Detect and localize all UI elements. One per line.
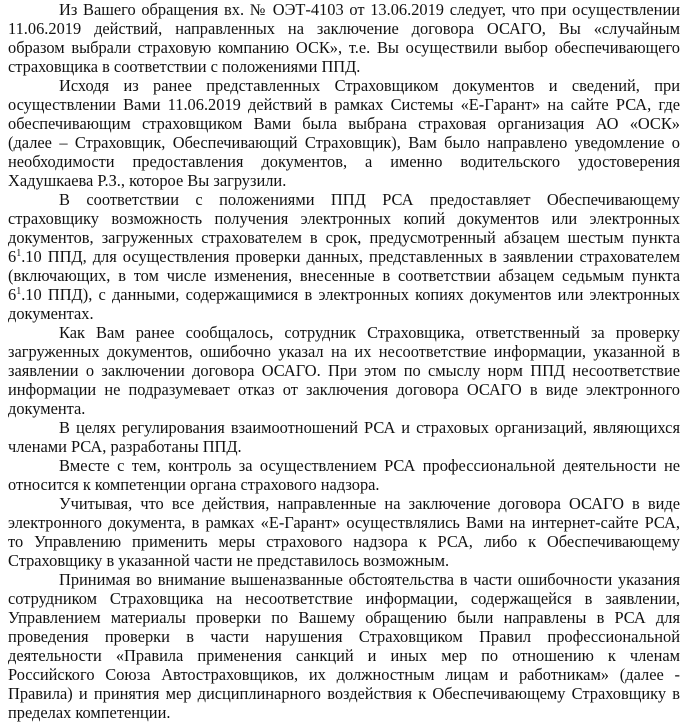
clause-number: 6 xyxy=(8,247,17,266)
text-fragment: .10 ППД, для осуществления проверки данных, представленных в заявлении страхователем xyxy=(21,247,680,266)
text-line: относится к компетенции органа страхового надзора. xyxy=(8,475,380,494)
text-line: заявлении о заключении договора ОСАГО. При этом по смыслу норм ППД несоответствие xyxy=(8,361,680,380)
text-line: пределах компетенции. xyxy=(8,703,171,722)
text-line: документов, загруженных страхователем в срок, предусмотренный абзацем шестым пункта xyxy=(8,228,680,247)
clause-superscript: 1 xyxy=(16,248,22,259)
text-line: (далее – Страховщик, Обеспечивающий Страховщик), Вам было направлено уведомление о xyxy=(8,133,680,152)
text-line: образом выбрали страховую компанию ОСК», т.е. Вы осуществили выбор обеспечивающего xyxy=(8,38,680,57)
text-line: Управлением материалы проверки по Вашему обращению были направлены в РСА для xyxy=(8,608,680,627)
text-line: Правила) и принятия мер дисциплинарного воздействия к Обеспечивающему Страховщику в xyxy=(8,684,680,703)
text-line: электронного документа, в рамках «Е-Гарант» осуществлялись Вами на интернет-сайте РСА, xyxy=(8,513,680,532)
text-line: документах. xyxy=(8,304,94,323)
text-line: Российского Союза Автостраховщиков, их должностным лицам и работникам» (далее - xyxy=(8,665,680,684)
text-line: обеспечивающим страховщиком Вами была выбрана страховая организация АО «ОСК» xyxy=(8,114,680,133)
text-line: осуществлении Вами 11.06.2019 действий в рамках Системы «Е-Гарант» на сайте РСА, где xyxy=(8,95,680,114)
text-line: деятельности «Правила применения санкций и иных мер по отношению к членам xyxy=(8,646,680,665)
text-line: документа. xyxy=(8,399,86,418)
text-line: страховщику возможность получения электронных копий документов или электронных xyxy=(8,209,680,228)
text-line xyxy=(8,247,680,267)
text-line: Страховщику в указанной части не представилось возможным. xyxy=(8,551,450,570)
text-line: страховщика в соответствии с положениями ППД. xyxy=(8,57,361,76)
text-line: Из Вашего обращения вх. № ОЭТ-4103 от 13.06.2019 следует, что при осуществлении xyxy=(59,0,680,19)
text-line: Вместе с тем, контроль за осуществлением РСА профессиональной деятельности не xyxy=(59,456,680,475)
clause-superscript: 1 xyxy=(16,286,22,297)
text-line: сотрудником Страховщика на несоответствие информации, содержащейся в заявлении, xyxy=(8,589,680,608)
text-fragment: .10 ППД), с данными, содержащимися в электронных копиях документов или электронных xyxy=(21,285,680,304)
text-line: В целях регулирования взаимоотношений РСА и страховых организаций, являющихся xyxy=(59,418,680,437)
text-line: проведения проверки в части нарушения Страховщиком Правил профессиональной xyxy=(8,627,680,646)
text-line: необходимости предоставления документов, а именно водительского удостоверения xyxy=(8,152,680,171)
text-line: Исходя из ранее представленных Страховщиком документов и сведений, при xyxy=(59,76,680,95)
text-line: Хадушкаева Р.З., которое Вы загрузили. xyxy=(8,171,287,190)
text-line: 11.06.2019 действий, направленных на заключение договора ОСАГО, Вы «случайным xyxy=(8,19,680,38)
text-line: членами РСА, разработаны ППД. xyxy=(8,437,242,456)
text-line: (включающих, в том числе изменения, внесенные в соответствии абзацем седьмым пункта xyxy=(8,266,680,285)
text-line: Принимая во внимание вышеназванные обстоятельства в части ошибочности указания xyxy=(59,570,680,589)
text-line: информации не подразумевает отказ от заключения договора ОСАГО в виде электронного xyxy=(8,380,680,399)
text-line: Учитывая, что все действия, направленные на заключение договора ОСАГО в виде xyxy=(59,494,680,513)
text-line xyxy=(8,285,680,305)
text-line: загруженных документов, ошибочно указал на их несоответствие информации, указанной в xyxy=(8,342,680,361)
text-line: то Управлению применить меры страхового надзора к РСА, либо к Обеспечивающему xyxy=(8,532,680,551)
text-line: Как Вам ранее сообщалось, сотрудник Страховщика, ответственный за проверку xyxy=(59,323,680,342)
clause-number: 6 xyxy=(8,285,17,304)
text-line: В соответствии с положениями ППД РСА предоставляет Обеспечивающему xyxy=(59,190,680,209)
